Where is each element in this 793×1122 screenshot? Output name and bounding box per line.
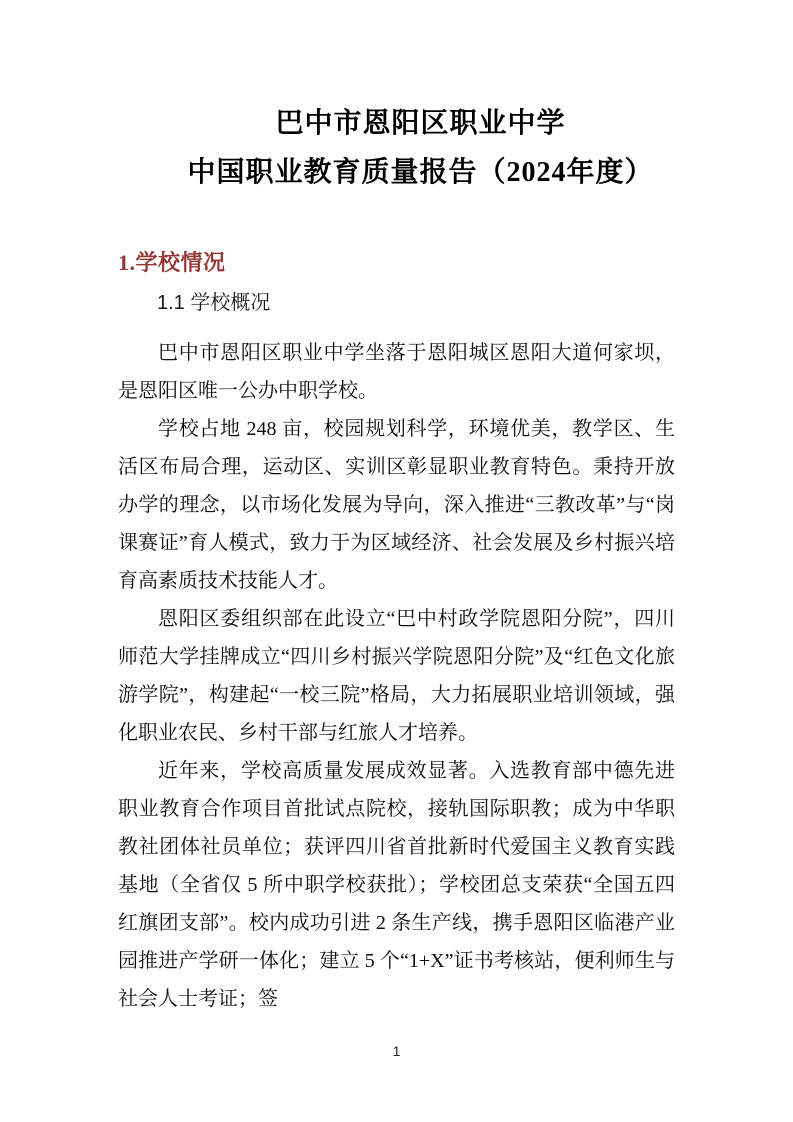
document-title xyxy=(0,99,793,197)
paragraph-three-academies: 恩阳区委组织部在此设立“巴中村政学院恩阳分院”，四川师范大学挂牌成立“四川乡村振兴学院恩阳分院”及“红色文化旅游学院”，构建起“一校三院”格局，大力拓展职业培训领域，强化职业农民、乡村干部与红旅人才培养。 xyxy=(118,608,675,744)
body-text xyxy=(118,334,675,1018)
section-heading: 1.学校情况 xyxy=(118,250,226,275)
document-title-line-1: 巴中市恩阳区职业中学 xyxy=(275,108,566,139)
paragraph-campus-overview: 学校占地 248 亩，校园规划科学，环境优美，教学区、生活区布局合理，运动区、实训区彰显职业教育特色。秉持开放办学的理念，以市场化发展为导向，深入推进“三教改革”与“岗课赛证”育人模式，致力于为区域经济、社会发展及乡村振兴培育高素质技术技能人才。 xyxy=(118,418,675,592)
document-title-line-2: 中国职业教育质量报告（2024年度） xyxy=(187,157,654,188)
subsection-heading: 1.1 学校概况 xyxy=(157,292,271,314)
paragraph-recent-achievements: 近年来，学校高质量发展成效显著。入选教育部中德先进职业教育合作项目首批试点院校，接轨国际职教；成为中华职教社团体社员单位；获评四川省首批新时代爱国主义教育实践基地（全省仅 5 所中职学校获批）；学校团总支荣获“全国五四红旗团支部”。校内成功引进 2 条生产线，携手恩阳区临港产业园推进产学研一体化；建立 5 个“1+X”证书考核站，便利师生与社会人士考证；签 xyxy=(118,760,675,1010)
page-number: 1 xyxy=(392,1043,401,1059)
paragraph-school-location: 巴中市恩阳区职业中学坐落于恩阳城区恩阳大道何家坝，是恩阳区唯一公办中职学校。 xyxy=(118,342,675,402)
